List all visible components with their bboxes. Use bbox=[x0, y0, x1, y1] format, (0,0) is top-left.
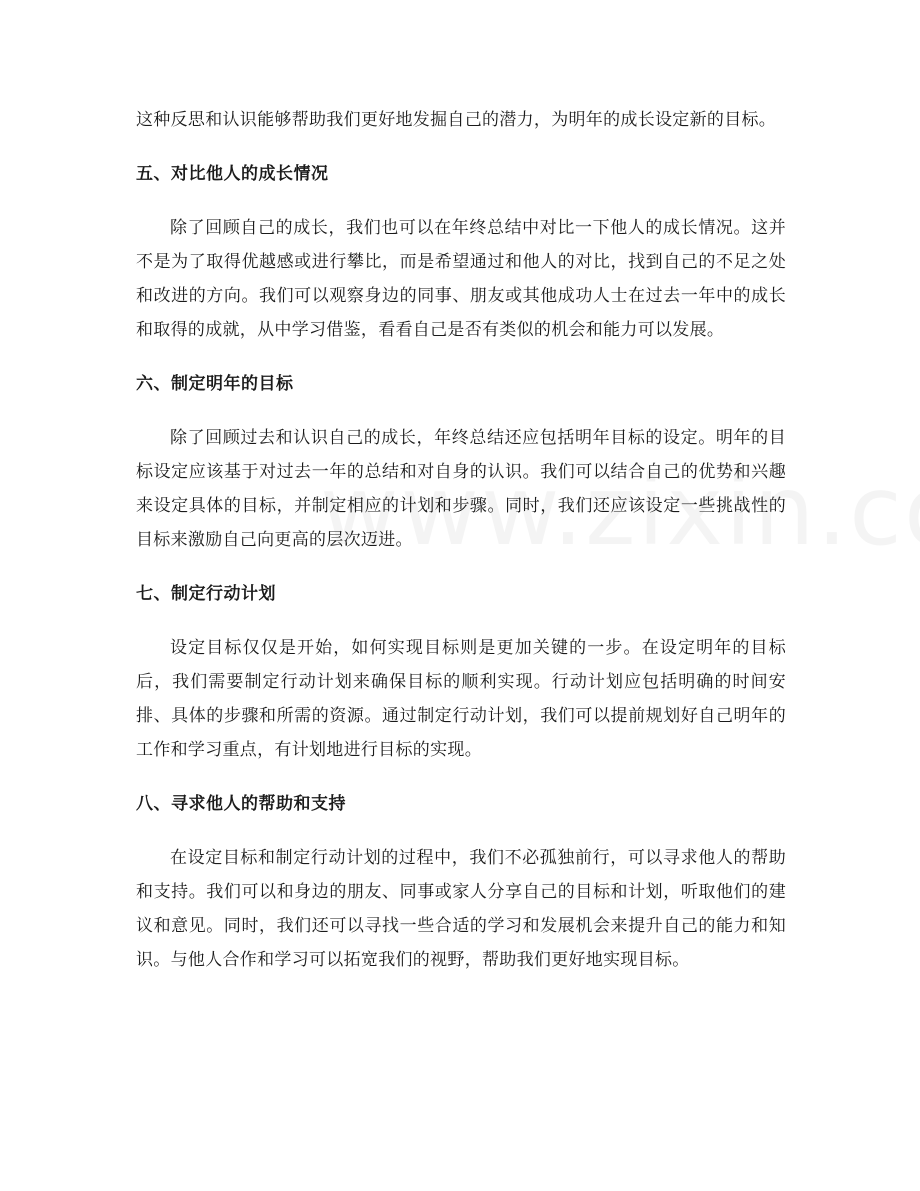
section-heading-6: 六、制定明年的目标 bbox=[136, 374, 294, 394]
section-6-paragraph: 除了回顾过去和认识自己的成长，年终总结还应包括明年目标的设定。明年的目标设定应该基于对过去一年的总结和对自身的认识。我们可以结合自己的优势和兴趣来设定具体的目标，并制定相应的计划和步骤。同时，我们还应该设定一些挑战性的目标来激励自己向更高的层次迈进。 bbox=[136, 428, 786, 550]
paragraph-continued: 这种反思和认识能够帮助我们更好地发掘自己的潜力，为明年的成长设定新的目标。 bbox=[136, 110, 777, 130]
section-7-paragraph: 设定目标仅仅是开始，如何实现目标则是更加关键的一步。在设定明年的目标后，我们需要制定行动计划来确保目标的顺利实现。行动计划应包括明确的时间安排、具体的步骤和所需的资源。通过制定行动计划，我们可以提前规划好自己明年的工作和学习重点，有计划地进行目标的实现。 bbox=[136, 638, 786, 760]
section-heading-7: 七、制定行动计划 bbox=[136, 584, 276, 604]
section-heading-5: 五、对比他人的成长情况 bbox=[136, 164, 329, 184]
section-5-paragraph: 除了回顾自己的成长，我们也可以在年终总结中对比一下他人的成长情况。这并不是为了取得优越感或进行攀比，而是希望通过和他人的对比，找到自己的不足之处和改进的方向。我们可以观察身边的同事、朋友或其他成功人士在过去一年中的成长和取得的成就，从中学习借鉴，看看自己是否有类似的机会和能力可以发展。 bbox=[136, 218, 786, 340]
section-8-paragraph: 在设定目标和制定行动计划的过程中，我们不必孤独前行，可以寻求他人的帮助和支持。我们可以和身边的朋友、同事或家人分享自己的目标和计划，听取他们的建议和意见。同时，我们还可以寻找一些合适的学习和发展机会来提升自己的能力和知识。与他人合作和学习可以拓宽我们的视野，帮助我们更好地实现目标。 bbox=[136, 848, 786, 970]
document-body bbox=[136, 103, 786, 977]
section-heading-8: 八、寻求他人的帮助和支持 bbox=[136, 794, 346, 814]
